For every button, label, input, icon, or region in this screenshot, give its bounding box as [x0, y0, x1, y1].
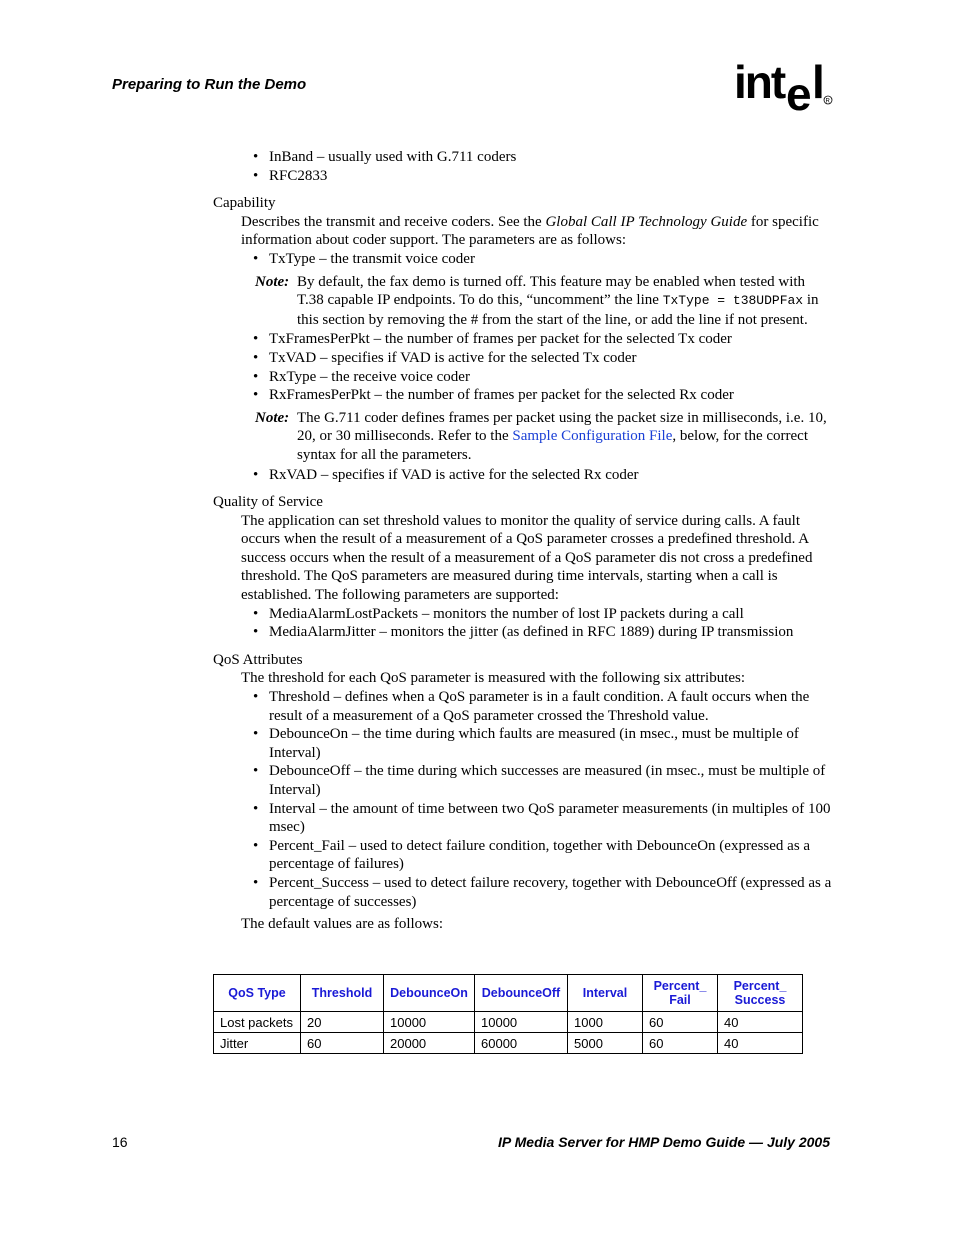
- capability-intro: Describes the transmit and receive coders. See the Global Call IP Technology Guide for specific information about coder support. The parameters are as follows:: [241, 213, 819, 249]
- table-row: [214, 1012, 803, 1033]
- intel-logo: [734, 58, 834, 118]
- defaults-text: The default values are as follows:: [241, 916, 444, 933]
- table-cell: 40: [718, 1012, 803, 1033]
- dtmf-mode-list: [253, 148, 833, 185]
- table-cell: Jitter: [214, 1033, 301, 1054]
- list-item: • Interval – the amount of time between two QoS parameter measurements (in multiples of 100 msec): [253, 800, 833, 837]
- svg-text:R: R: [825, 98, 830, 105]
- capability-list-3: [253, 466, 833, 485]
- capability-list: [253, 250, 833, 269]
- list-item: • TxType – the transmit voice coder: [253, 250, 833, 269]
- note-g711: Note: The G.711 coder defines frames per packet using the packet size in milliseconds, i.e. 10, 20, or 30 milliseconds. Refer to the Sample Configuration File, below, for the correct syntax for all the parameters.: [255, 409, 827, 463]
- table-cell: 60000: [475, 1033, 568, 1054]
- section-title-qos-attributes: QoS Attributes: [213, 651, 303, 668]
- table-cell: 60: [301, 1033, 384, 1054]
- list-item: • RxVAD – specifies if VAD is active for the selected Rx coder: [253, 466, 833, 485]
- list-item: • DebounceOff – the time during which successes are measured (in msec., must be multiple of Interval): [253, 762, 833, 799]
- column-header: Threshold: [301, 975, 384, 1012]
- table-cell: Lost packets: [214, 1012, 301, 1033]
- table-cell: 1000: [568, 1012, 643, 1033]
- list-item: • Percent_Success – used to detect failure recovery, together with DebounceOff (expressed as a percentage of successes): [253, 874, 833, 911]
- column-header: Percent_ Fail: [643, 975, 718, 1012]
- list-item: • InBand – usually used with G.711 coders: [253, 148, 833, 167]
- list-item: • RxType – the receive voice coder: [253, 368, 833, 387]
- list-item: • MediaAlarmJitter – monitors the jitter (as defined in RFC 1889) during IP transmission: [253, 623, 833, 642]
- column-header: Percent_ Success: [718, 975, 803, 1012]
- list-item: • RFC2833: [253, 167, 833, 186]
- page-body: [213, 148, 833, 934]
- qos-body: The application can set threshold values to monitor the quality of service during calls. A fault occurs when the result of a measurement of a QoS parameter crosses a predefined threshold. A success occurs when the result of a measurement of a QoS parameter dis not cross a predefined threshold. The QoS parameters are measured during time intervals, starting when a call is established. The following parameters are supported:: [241, 512, 813, 604]
- table-cell: 10000: [475, 1012, 568, 1033]
- svg-text:int: int: [734, 58, 785, 108]
- qos-list: [253, 605, 833, 642]
- list-item: • DebounceOn – the time during which faults are measured (in msec., must be multiple of Interval): [253, 725, 833, 762]
- qos-attr-list: [253, 688, 833, 911]
- table-cell: 10000: [384, 1012, 475, 1033]
- table-cell: 20000: [384, 1033, 475, 1054]
- note-fax: Note: By default, the fax demo is turned off. This feature may be enabled when tested with T.38 capable IP endpoints. To do this, “uncomment” the line TxType = t38UDPFax in this section by removing the # from the start of the line, or add the line if not present.: [255, 273, 819, 328]
- column-header: DebounceOn: [384, 975, 475, 1012]
- list-item: • Threshold – defines when a QoS parameter is in a fault condition. A fault occurs when the result of a measurement of a QoS parameter crossed the Threshold value.: [253, 688, 833, 725]
- list-item: • TxFramesPerPkt – the number of frames per packet for the selected Tx coder: [253, 330, 833, 349]
- table-header-row: [214, 975, 803, 1012]
- list-item: • MediaAlarmLostPackets – monitors the number of lost IP packets during a call: [253, 605, 833, 624]
- page-number: 16: [112, 1134, 128, 1150]
- guide-reference: Global Call IP Technology Guide: [545, 213, 748, 230]
- svg-text:e: e: [786, 68, 812, 118]
- list-item: • Percent_Fail – used to detect failure condition, together with DebounceOn (expressed as a percentage of failures): [253, 837, 833, 874]
- table-row: [214, 1033, 803, 1054]
- table-cell: 40: [718, 1033, 803, 1054]
- section-title-capability: Capability: [213, 195, 276, 212]
- running-header: Preparing to Run the Demo: [112, 76, 307, 93]
- note-label: Note:: [255, 273, 290, 290]
- list-item: • RxFramesPerPkt – the number of frames per packet for the selected Rx coder: [253, 386, 833, 405]
- section-title-qos: Quality of Service: [213, 494, 323, 511]
- sample-config-link[interactable]: Sample Configuration File: [512, 428, 673, 445]
- svg-text:l: l: [812, 58, 825, 108]
- qos-attr-intro: The threshold for each QoS parameter is measured with the following six attributes:: [241, 670, 746, 687]
- code-snippet: TxType = t38UDPFax: [662, 293, 804, 309]
- capability-list-2: [253, 330, 833, 404]
- table-cell: 20: [301, 1012, 384, 1033]
- note-label: Note:: [255, 409, 290, 426]
- column-header: QoS Type: [214, 975, 301, 1012]
- table-cell: 60: [643, 1033, 718, 1054]
- table-cell: 5000: [568, 1033, 643, 1054]
- list-item: • TxVAD – specifies if VAD is active for the selected Tx coder: [253, 349, 833, 368]
- table-cell: 60: [643, 1012, 718, 1033]
- column-header: DebounceOff: [475, 975, 568, 1012]
- qos-defaults-table: [213, 974, 803, 1054]
- column-header: Interval: [568, 975, 643, 1012]
- footer-doc-title: IP Media Server for HMP Demo Guide — July 2005: [498, 1134, 830, 1150]
